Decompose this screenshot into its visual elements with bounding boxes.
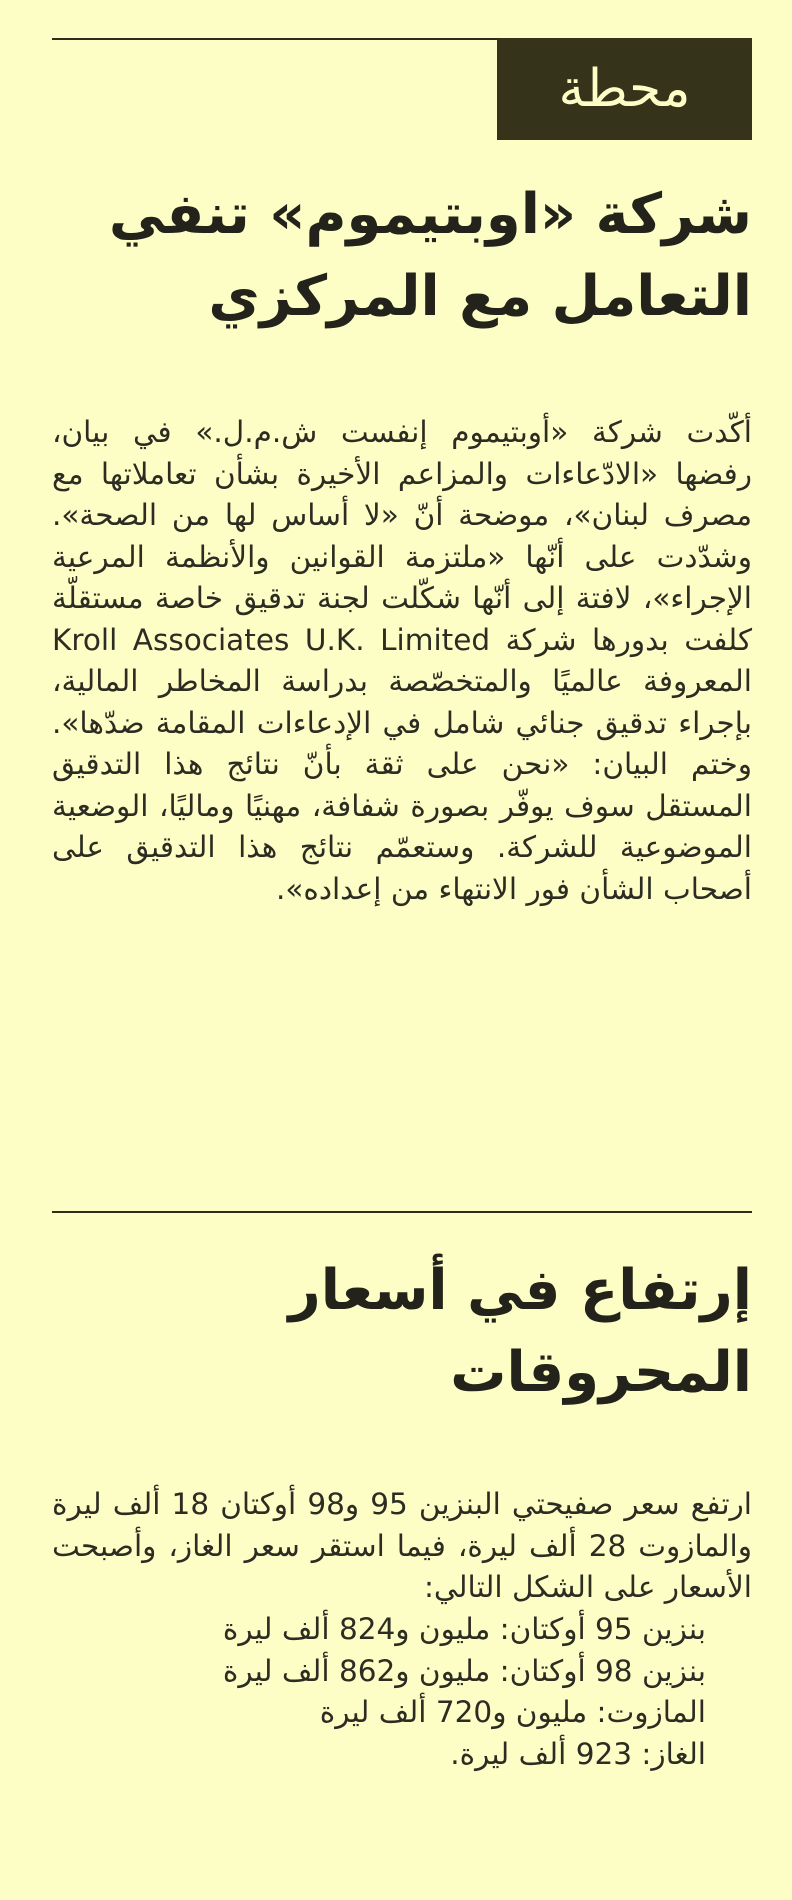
article1-body-part1: أكّدت شركة «أوبتيموم إنفست ش.م.ل.» في بيان، رفضها «الادّعاءات والمزاعم الأخيرة بشأن تعاملاتها مع مصرف لبنان»، موضحة أنّ «لا أساس لها من الصحة». وشدّدت على أنّها «ملتزمة القوانين والأنظمة المرعية الإجراء»، لافتة إلى أنّها شكّلت لجنة تدقيق خاصة مستقلّة كلفت بدورها شركة — [52, 415, 752, 657]
price-gas: الغاز: 923 ألف ليرة. — [450, 1736, 706, 1771]
article1-company-name: Kroll Associates U.K. Limited — [52, 622, 491, 657]
article1-body-part2: المعروفة عالميًا والمتخصّصة بدراسة المخاطر المالية، بإجراء تدقيق جنائي شامل في الإدعاءات المقامة ضدّها». وختم البيان: «نحن على ثقة بأنّ نتائج هذا التدقيق المستقل سوف يوفّر بصورة شفافة، مهنيًا وماليًا، الوضعية الموضوعية للشركة. وستعمّم نتائج هذا التدقيق على أصحاب الشأن فور الانتهاء من إعداده». — [52, 664, 752, 906]
article2-headline — [52, 1250, 752, 1414]
section-label: محطة — [497, 38, 752, 140]
article1-body — [52, 412, 752, 910]
price-gasoline-98: بنزين 98 أوكتان: مليون و862 ألف ليرة — [222, 1653, 706, 1688]
article2-headline-line1: إرتفاع في أسعار — [288, 1258, 752, 1323]
article2-headline-line2: المحروقات — [450, 1340, 752, 1405]
section-divider — [52, 1211, 752, 1213]
article1-headline — [52, 174, 752, 338]
price-gasoline-95: بنزين 95 أوكتان: مليون و824 ألف ليرة — [222, 1612, 706, 1646]
price-diesel: المازوت: مليون و720 ألف ليرة — [319, 1695, 706, 1729]
article1-headline-line2: التعامل مع المركزي — [208, 264, 752, 329]
article1-headline-line1: شركة «اوبتيموم» تنفي — [108, 182, 752, 247]
fuel-price-list — [52, 1609, 706, 1775]
article2-body: ارتفع سعر صفيحتي البنزين 95 و98 أوكتان 18 ألف ليرة والمازوت 28 ألف ليرة، فيما استقر سعر الغاز، وأصبحت الأسعار على الشكل التالي: — [52, 1487, 752, 1604]
